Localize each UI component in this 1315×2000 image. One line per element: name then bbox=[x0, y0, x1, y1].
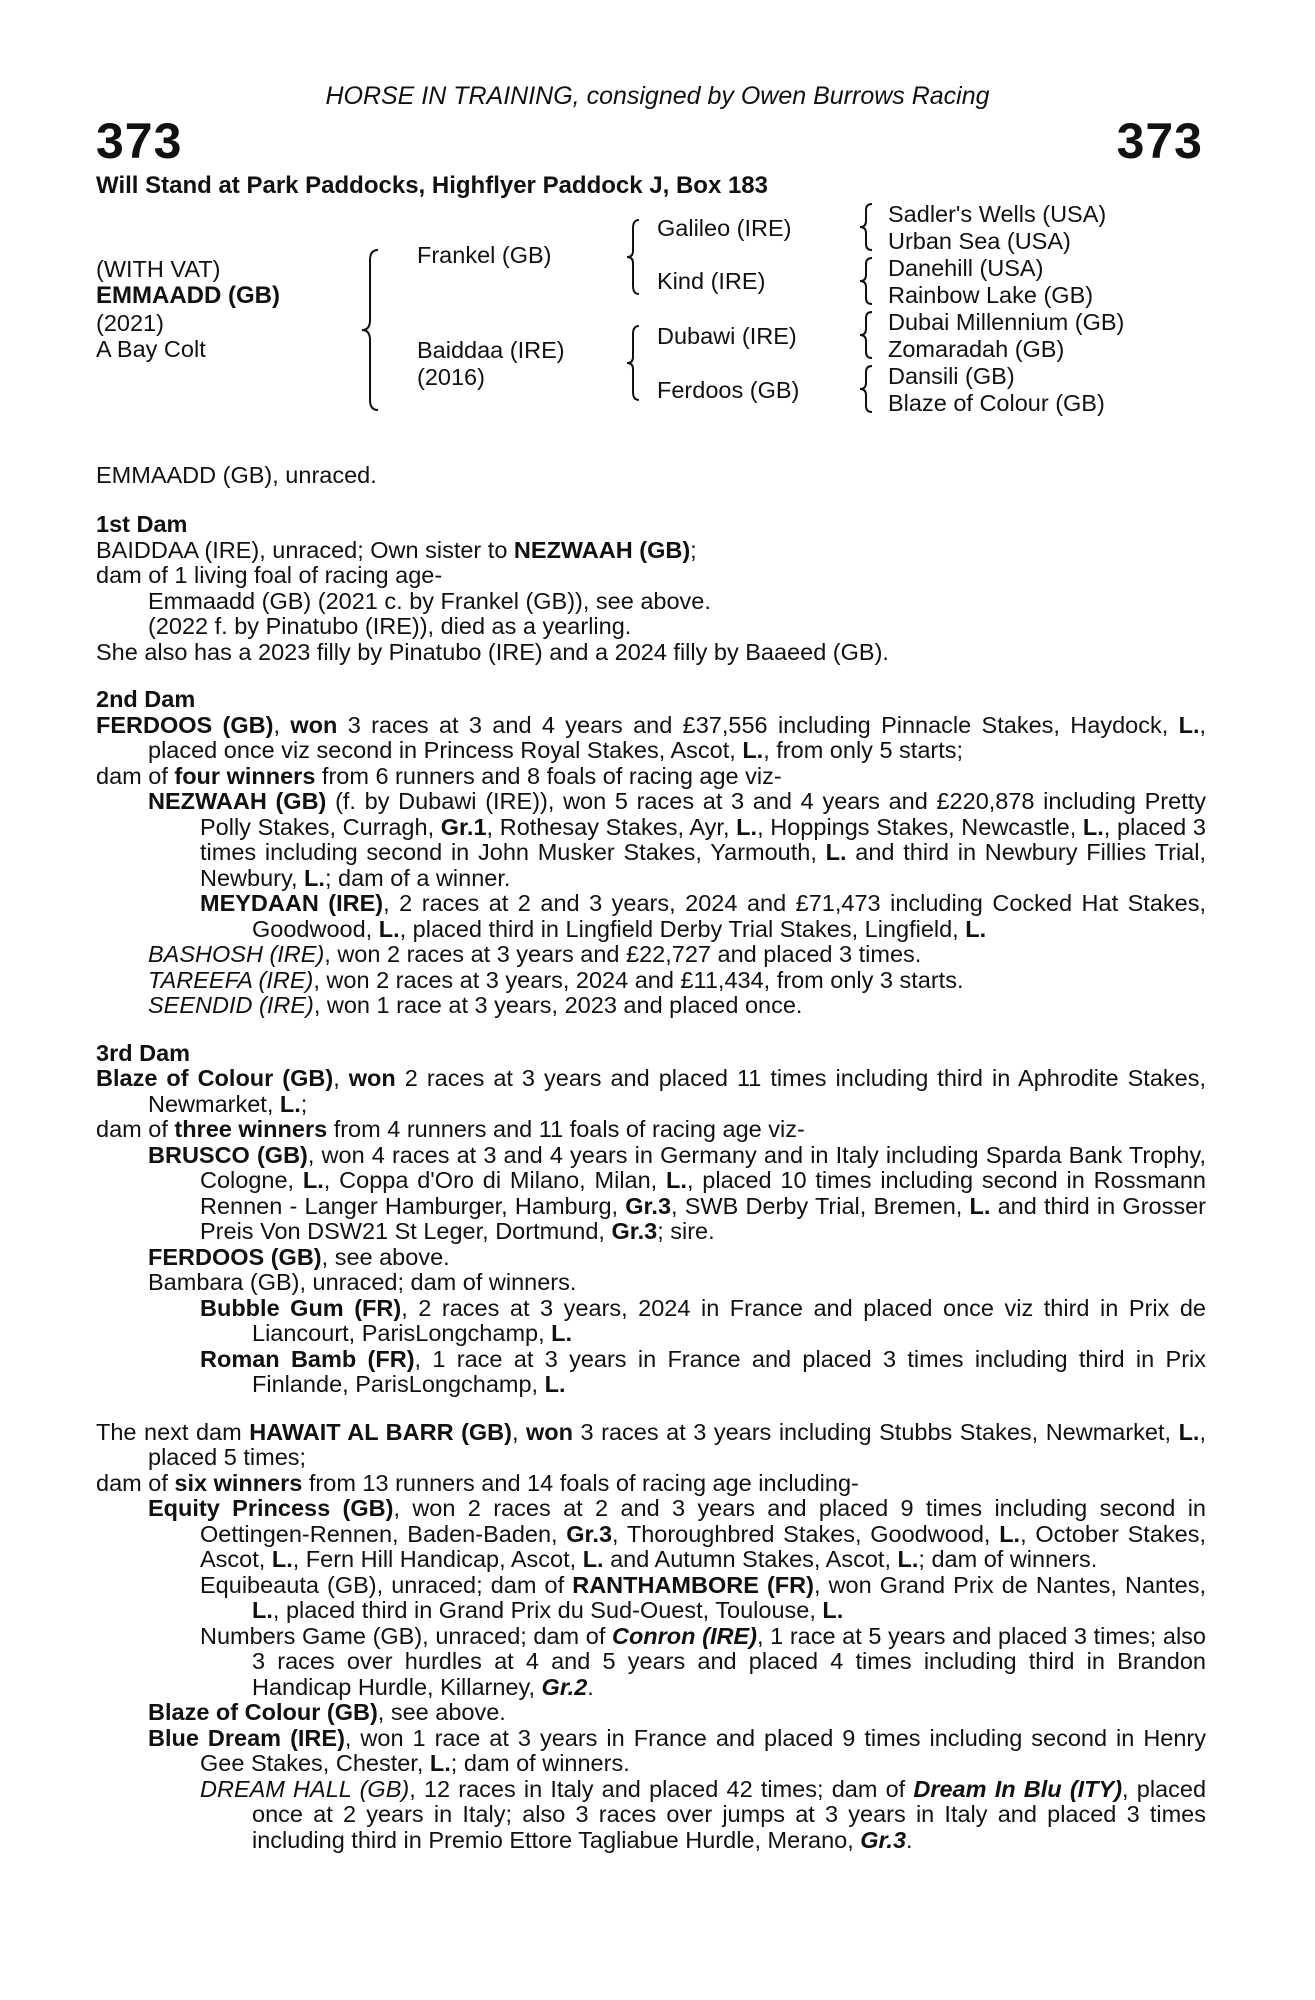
pedigree-sire: Frankel (GB) bbox=[417, 242, 552, 268]
pedigree-ggp-3: Danehill (USA) bbox=[888, 255, 1044, 281]
second-dam-produce: dam of four winners from 6 runners and 8 foals of racing age viz- bbox=[96, 762, 782, 789]
ferdoos-see-above: FERDOOS (GB), see above. bbox=[148, 1243, 450, 1270]
bambara-entry: Bambara (GB), unraced; dam of winners. bbox=[148, 1269, 577, 1295]
consignment-line: HORSE IN TRAINING, consigned by Owen Burrows Racing bbox=[325, 82, 990, 110]
pedigree-ggp-1: Sadler's Wells (USA) bbox=[888, 201, 1107, 227]
pedigree-ggp-2: Urban Sea (USA) bbox=[888, 228, 1071, 254]
first-dam-foals: dam of 1 living foal of racing age- bbox=[96, 562, 443, 588]
equity-princess-entry: Equity Princess (GB), won 2 races at 2 and 3 years and placed 9 times including second in Oettingen-Rennen, Baden-Baden, Gr.3, Thoroughbred Stakes, Goodwood, L., October Stakes, Ascot, L., Fern Hill Handicap, Ascot, L. and Autumn Stakes, Ascot, L.; dam of winners. bbox=[148, 1495, 1207, 1572]
bashosh-entry: BASHOSH (IRE), won 2 races at 3 years and £22,727 and placed 3 times. bbox=[148, 941, 922, 967]
horse-name: EMMAADD (GB) bbox=[96, 282, 280, 309]
third-dam-heading: 3rd Dam bbox=[96, 1039, 191, 1066]
pedigree-brace-main bbox=[360, 248, 390, 412]
pedigree-brace-g4 bbox=[858, 364, 878, 414]
horse-description: A Bay Colt bbox=[96, 336, 206, 362]
pedigree-brace-sire bbox=[625, 218, 645, 296]
pedigree-dam-sire: Dubawi (IRE) bbox=[657, 323, 797, 349]
third-dam-produce: dam of three winners from 4 runners and 11 foals of racing age viz- bbox=[96, 1116, 805, 1142]
pedigree-sire-sire: Galileo (IRE) bbox=[657, 215, 792, 241]
next-dam-line: The next dam HAWAIT AL BARR (GB), won 3 races at 3 years including Stubbs Stakes, Newmarket, L., placed 5 times; bbox=[96, 1418, 1206, 1470]
lot-number-right: 373 bbox=[1116, 113, 1203, 169]
first-dam-foal-1: Emmaadd (GB) (2021 c. by Frankel (GB)), see above. bbox=[148, 587, 711, 614]
pedigree-dam: Baiddaa (IRE) bbox=[417, 337, 565, 363]
pedigree-ggp-8: Blaze of Colour (GB) bbox=[888, 390, 1105, 416]
blaze-see-above: Blaze of Colour (GB), see above. bbox=[148, 1699, 506, 1725]
horse-year: (2021) bbox=[96, 310, 164, 336]
pedigree-brace-dam bbox=[625, 324, 645, 402]
blue-dream-entry: Blue Dream (IRE), won 1 race at 3 years in France and placed 9 times including second in Henry Gee Stakes, Chester, L.; dam of winners. bbox=[148, 1724, 1207, 1776]
first-dam-note: She also has a 2023 filly by Pinatubo (IRE) and a 2024 filly by Baaeed (GB). bbox=[96, 638, 889, 665]
first-dam-heading: 1st Dam bbox=[96, 511, 188, 537]
stand-location: Will Stand at Park Paddocks, Highflyer Paddock J, Box 183 bbox=[96, 172, 768, 199]
pedigree-brace-g1 bbox=[858, 202, 878, 252]
pedigree-brace-g2 bbox=[858, 256, 878, 306]
first-dam-line: BAIDDAA (IRE), unraced; Own sister to NEZWAAH (GB); bbox=[96, 536, 697, 563]
numbers-game-entry: Numbers Game (GB), unraced; dam of Conron (IRE), 1 race at 5 years and placed 3 times; also 3 races over hurdles at 4 and 5 years and placed 4 times including third in Brandon Handicap Hurdle, Killarney, Gr.2. bbox=[200, 1622, 1206, 1700]
unraced-line: EMMAADD (GB), unraced. bbox=[96, 462, 377, 488]
vat-label: (WITH VAT) bbox=[96, 256, 221, 282]
pedigree-ggp-7: Dansili (GB) bbox=[888, 363, 1015, 389]
pedigree-dam-dam: Ferdoos (GB) bbox=[657, 377, 800, 403]
second-dam-line: FERDOOS (GB), won 3 races at 3 and 4 years and £37,556 including Pinnacle Stakes, Haydock, L., placed once viz second in Princess Royal Stakes, Ascot, L., from only 5 starts; bbox=[96, 711, 1207, 763]
bubble-gum-entry: Bubble Gum (FR), 2 races at 3 years, 2024 in France and placed once viz third in Prix de Liancourt, ParisLongchamp, L. bbox=[200, 1294, 1206, 1346]
next-dam-produce: dam of six winners from 13 runners and 14 foals of racing age including- bbox=[96, 1469, 859, 1496]
tareefa-entry: TAREEFA (IRE), won 2 races at 3 years, 2024 and £11,434, from only 3 starts. bbox=[148, 966, 964, 993]
pedigree-sire-dam: Kind (IRE) bbox=[657, 268, 766, 294]
nezwaah-entry: NEZWAAH (GB) (f. by Dubawi (IRE)), won 5 races at 3 and 4 years and £220,878 including Pretty Polly Stakes, Curragh, Gr.1, Rothesay Stakes, Ayr, L., Hoppings Stakes, Newcastle, L., placed 3 times including second in John Musker Stakes, Yarmouth, L. and third in Newbury Fillies Trial, Newbury, L.; dam of a winner. bbox=[148, 788, 1207, 891]
roman-bamb-entry: Roman Bamb (FR), 1 race at 3 years in France and placed 3 times including third in Prix Finlande, ParisLongchamp, L. bbox=[200, 1345, 1206, 1397]
lot-number-left: 373 bbox=[96, 113, 183, 169]
brusco-entry: BRUSCO (GB), won 4 races at 3 and 4 years in Germany and in Italy including Sparda Bank Trophy, Cologne, L., Coppa d'Oro di Milano, Milan, L., placed 10 times including second in Rossmann Rennen - Langer Hamburger, Hamburg, Gr.3, SWB Derby Trial, Bremen, L. and third in Grosser Preis Von DSW21 St Leger, Dortmund, Gr.3; sire. bbox=[148, 1141, 1206, 1244]
meydaan-entry: MEYDAAN (IRE), 2 races at 2 and 3 years, 2024 and £71,473 including Cocked Hat Stakes, Goodwood, L., placed third in Lingfield Derby Trial Stakes, Lingfield, L. bbox=[200, 890, 1206, 942]
dream-hall-entry: DREAM HALL (GB), 12 races in Italy and placed 42 times; dam of Dream In Blu (ITY), placed once at 2 years in Italy; also 3 races over jumps at 3 years in Italy and placed 3 times including third in Premio Ettore Tagliabue Hurdle, Merano, Gr.3. bbox=[200, 1775, 1207, 1853]
second-dam-heading: 2nd Dam bbox=[96, 686, 196, 712]
seendid-entry: SEENDID (IRE), won 1 race at 3 years, 2023 and placed once. bbox=[148, 992, 803, 1018]
pedigree-dam-year: (2016) bbox=[417, 364, 485, 390]
third-dam-line: Blaze of Colour (GB), won 2 races at 3 years and placed 11 times including third in Aphrodite Stakes, Newmarket, L.; bbox=[96, 1065, 1206, 1117]
equibeauta-entry: Equibeauta (GB), unraced; dam of RANTHAMBORE (FR), won Grand Prix de Nantes, Nantes, L., placed third in Grand Prix du Sud-Ouest, Toulouse, L. bbox=[200, 1571, 1206, 1623]
pedigree-ggp-6: Zomaradah (GB) bbox=[888, 336, 1065, 362]
pedigree-ggp-4: Rainbow Lake (GB) bbox=[888, 282, 1094, 308]
first-dam-foal-2: (2022 f. by Pinatubo (IRE)), died as a yearling. bbox=[148, 613, 632, 639]
pedigree-brace-g3 bbox=[858, 310, 878, 360]
produce-record bbox=[96, 512, 1206, 1853]
pedigree-ggp-5: Dubai Millennium (GB) bbox=[888, 309, 1125, 335]
